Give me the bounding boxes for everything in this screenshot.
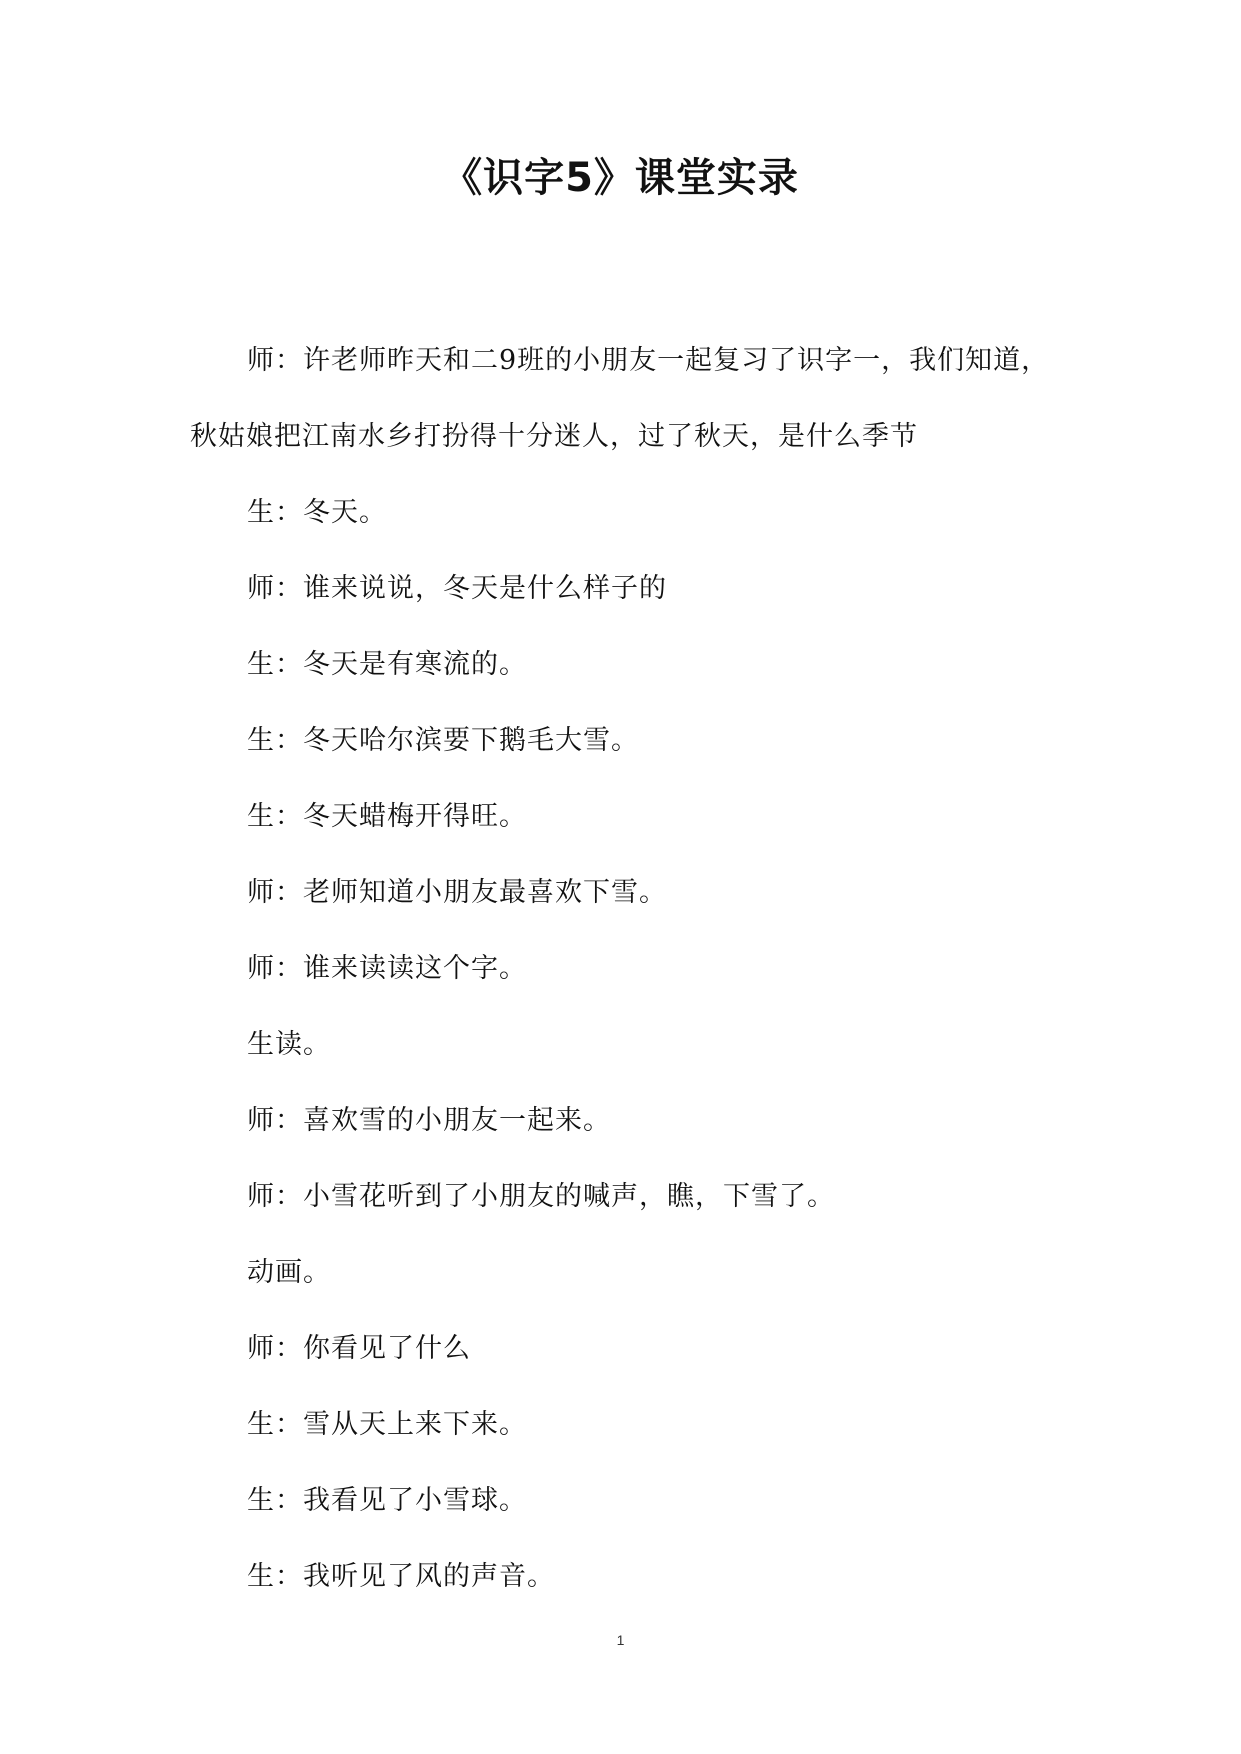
paragraph: 生：雪从天上来下来。 xyxy=(247,1409,527,1440)
paragraph: 师：小雪花听到了小朋友的喊声，瞧，下雪了。 xyxy=(247,1181,835,1212)
paragraph: 生：冬天。 xyxy=(247,497,387,528)
paragraph: 师：喜欢雪的小朋友一起来。 xyxy=(247,1105,611,1136)
paragraph: 师：你看见了什么 xyxy=(247,1333,471,1364)
page-number: 1 xyxy=(616,1632,625,1648)
paragraph: 动画。 xyxy=(247,1257,331,1288)
paragraph: 生：冬天是有寒流的。 xyxy=(247,649,527,680)
document-body xyxy=(190,323,1070,1615)
paragraph: 生：我听见了风的声音。 xyxy=(247,1561,555,1592)
paragraph: 生：冬天哈尔滨要下鹅毛大雪。 xyxy=(247,725,639,756)
paragraph: 生：冬天蜡梅开得旺。 xyxy=(247,801,527,832)
document-title: 《识字5》课堂实录 xyxy=(442,155,799,201)
paragraph: 师：谁来说说，冬天是什么样子的 xyxy=(247,573,667,604)
paragraph: 师：谁来读读这个字。 xyxy=(247,953,527,984)
paragraph: 师：老师知道小朋友最喜欢下雪。 xyxy=(247,877,667,908)
paragraph: 生：我看见了小雪球。 xyxy=(247,1485,527,1516)
paragraph: 生读。 xyxy=(247,1029,331,1060)
paragraph: 师：许老师昨天和二9班的小朋友一起复习了识字一，我们知道，秋姑娘把江南水乡打扮得十分迷人，过了秋天，是什么季节 xyxy=(190,345,1050,452)
